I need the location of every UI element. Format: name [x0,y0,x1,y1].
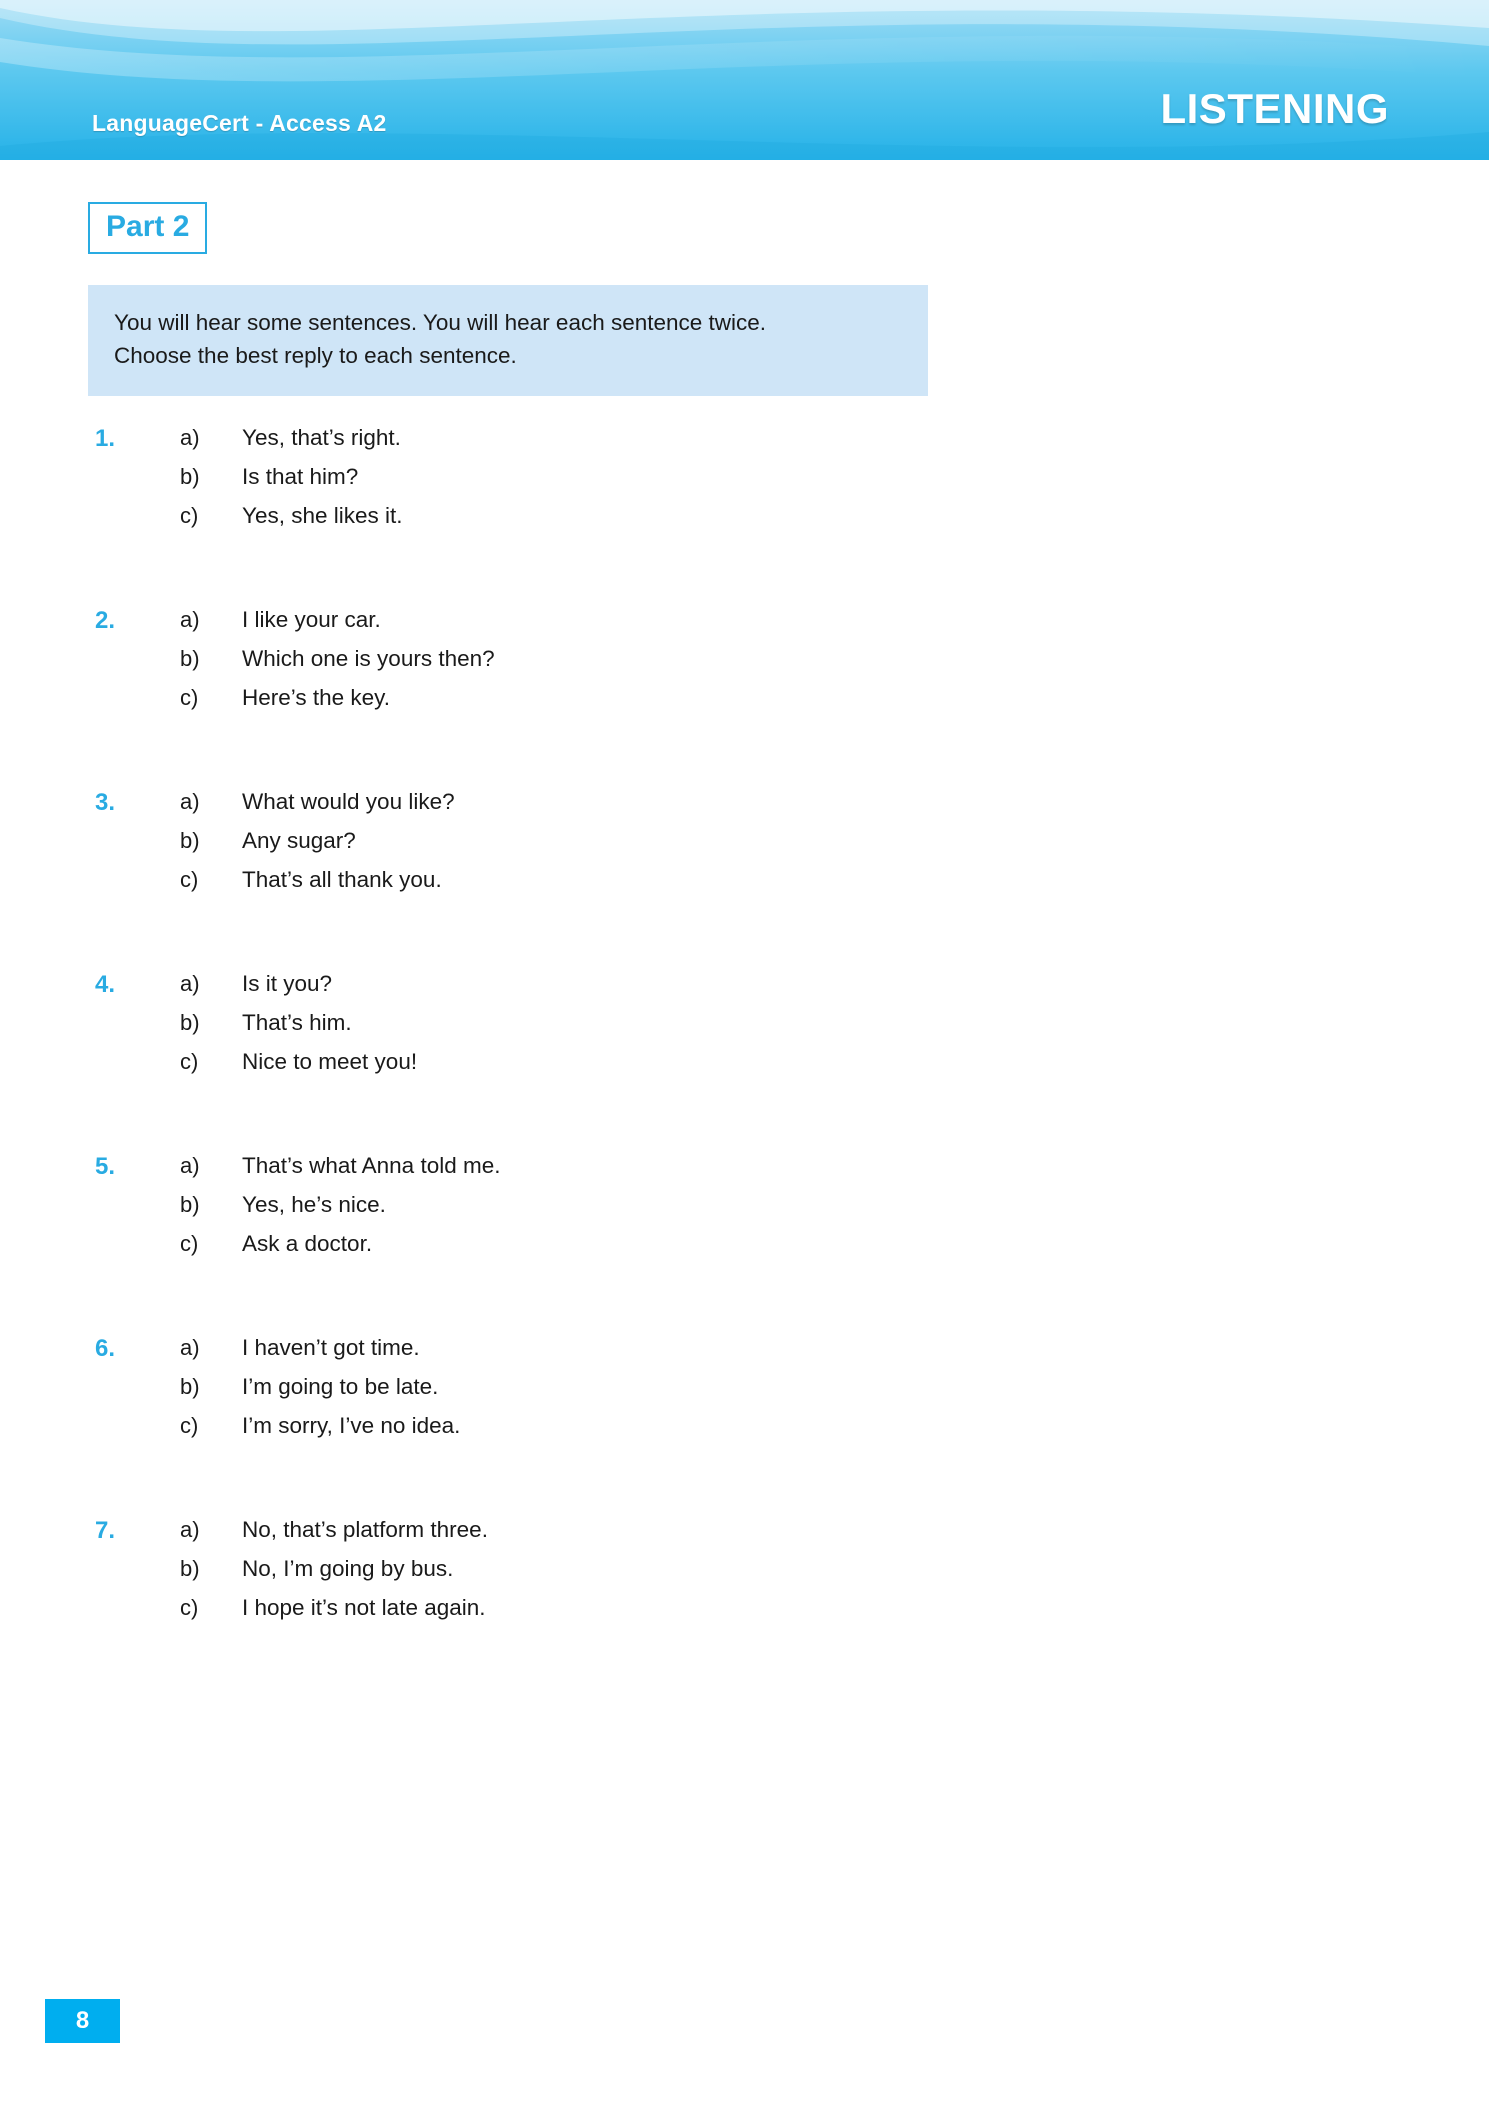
option-letter: a) [180,425,200,450]
option-text: Yes, he’s nice. [242,1192,386,1217]
option-text: Here’s the key. [242,685,390,710]
option-row[interactable] [180,867,1489,893]
option-text: No, that’s platform three. [242,1517,488,1542]
option-row[interactable] [180,425,1489,451]
option-letter: b) [180,1192,200,1217]
option-row[interactable] [180,1595,1489,1621]
question-item [0,1153,1489,1293]
questions-list [0,425,1489,1699]
page-title: LISTENING [1160,85,1389,132]
question-number: 4. [95,971,116,998]
option-row[interactable] [180,464,1489,490]
option-group [180,971,1489,1075]
question-number: 1. [95,425,116,452]
option-row[interactable] [180,1231,1489,1257]
option-text: Is it you? [242,971,333,996]
page-number: 8 [45,1999,120,2043]
option-letter: b) [180,1010,200,1035]
option-letter: a) [180,1335,200,1360]
option-group [180,789,1489,893]
question-item [0,789,1489,929]
option-letter: c) [180,503,199,528]
question-item [0,425,1489,565]
option-row[interactable] [180,1049,1489,1075]
option-row[interactable] [180,607,1489,633]
question-number: 6. [95,1335,116,1362]
option-text: Ask a doctor. [242,1231,373,1256]
option-letter: c) [180,685,199,710]
option-row[interactable] [180,1192,1489,1218]
option-letter: a) [180,1153,200,1178]
option-text: No, I’m going by bus. [242,1556,454,1581]
option-letter: c) [180,867,199,892]
option-letter: c) [180,1595,199,1620]
option-text: Yes, that’s right. [242,425,401,450]
option-row[interactable] [180,1010,1489,1036]
option-letter: c) [180,1413,199,1438]
option-row[interactable] [180,503,1489,529]
option-group [180,1517,1489,1621]
option-text: Nice to meet you! [242,1049,418,1074]
option-group [180,425,1489,529]
option-row[interactable] [180,646,1489,672]
option-text: That’s him. [242,1010,352,1035]
option-letter: b) [180,828,200,853]
option-letter: c) [180,1231,199,1256]
option-letter: a) [180,1517,200,1542]
question-number: 2. [95,607,116,634]
option-text: What would you like? [242,789,455,814]
option-text: I hope it’s not late again. [242,1595,486,1620]
option-letter: a) [180,607,200,632]
option-row[interactable] [180,789,1489,815]
brand-label: LanguageCert - Access A2 [92,110,387,136]
option-row[interactable] [180,1413,1489,1439]
option-letter: b) [180,464,200,489]
option-text: Which one is yours then? [242,646,495,671]
question-number: 7. [95,1517,116,1544]
option-text: Yes, she likes it. [242,503,403,528]
option-row[interactable] [180,1374,1489,1400]
option-group [180,1335,1489,1439]
option-row[interactable] [180,971,1489,997]
option-row[interactable] [180,685,1489,711]
option-row[interactable] [180,1556,1489,1582]
option-text: That’s all thank you. [242,867,442,892]
option-text: I’m going to be late. [242,1374,439,1399]
option-row[interactable] [180,1153,1489,1179]
option-letter: a) [180,971,200,996]
question-number: 5. [95,1153,116,1180]
option-letter: c) [180,1049,199,1074]
option-letter: b) [180,646,200,671]
option-row[interactable] [180,1517,1489,1543]
part-badge: Part 2 [88,202,207,254]
option-group [180,1153,1489,1257]
instruction-line-2: Choose the best reply to each sentence. [114,342,517,368]
question-item [0,1335,1489,1475]
question-number: 3. [95,789,116,816]
instructions-box [88,285,928,396]
question-item [0,971,1489,1111]
instruction-line-1: You will hear some sentences. You will hear each sentence twice. [114,310,767,335]
option-letter: b) [180,1556,200,1581]
question-item [0,607,1489,747]
option-letter: b) [180,1374,200,1399]
option-text: I like your car. [242,607,381,632]
option-row[interactable] [180,1335,1489,1361]
option-text: I’m sorry, I’ve no idea. [242,1413,461,1438]
option-text: Any sugar? [242,828,356,853]
page-header [0,0,1489,160]
option-text: Is that him? [242,464,359,489]
option-text: That’s what Anna told me. [242,1153,501,1178]
option-text: I haven’t got time. [242,1335,420,1360]
option-letter: a) [180,789,200,814]
question-item [0,1517,1489,1657]
option-group [180,607,1489,711]
option-row[interactable] [180,828,1489,854]
